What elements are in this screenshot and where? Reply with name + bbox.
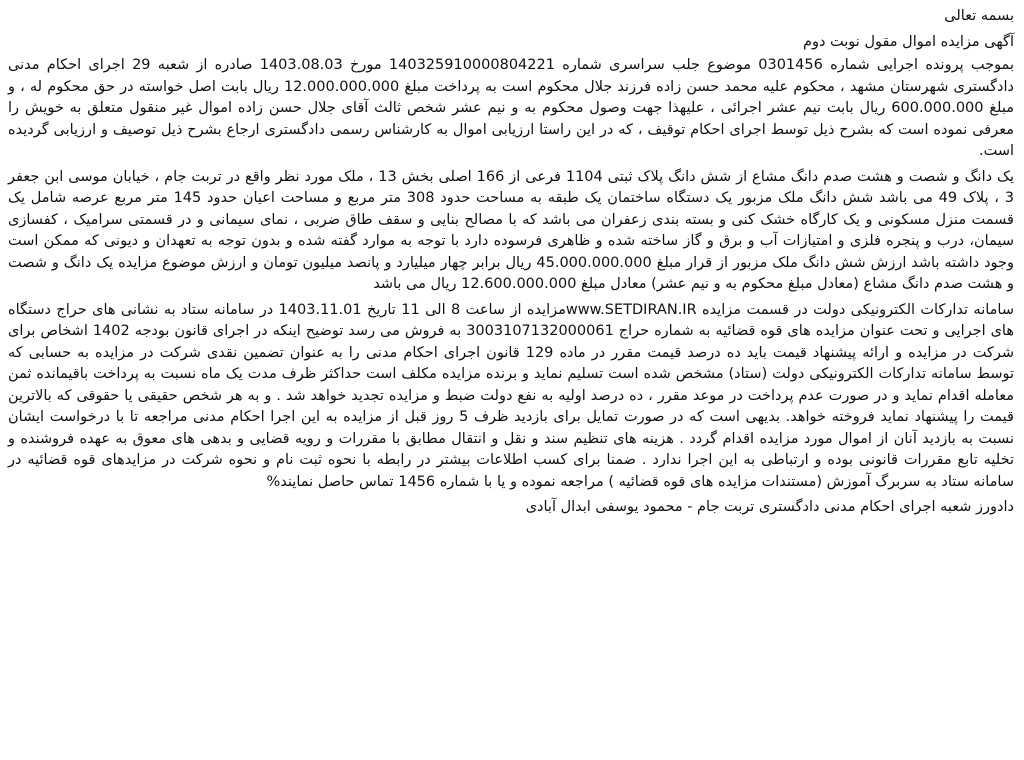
notice-title: آگهی مزایده اموال مقول نوبت دوم <box>802 33 1014 50</box>
paragraph-auction-terms: سامانه تدارکات الکترونیکی دولت در قسمت مزایده www.SETDIRAN.IRمزایده از ساعت 8 الی 11 تاریخ 1403.11.01 در سامانه ستاد به نشانی های حراج دستگاه های اجرایی و تحت عنوان مزایده های قوه قضائیه به شماره حراج 3003107132000061 به فروش می رسد توضیح اینکه در اجرای قانون بودجه 1402 اشخاص برای شرکت در مزایده و ارائه پیشنهاد قیمت باید ده درصد قیمت مقرر در ماده 129 قانون اجرای احکام مدنی را به عنوان تضمین نقدی شرکت در مزایده به حسابی که توسط سامانه تدارکات الکترونیکی دولت (ستاد) مشخص شده است تسلیم نماید و برنده مزایده مکلف است حداکثر ظرف مدت یک ماه نسبت به پرداخت باقیمانده ثمن معامله اقدام نماید و در صورت عدم پرداخت در موعد مقرر ، ده درصد اولیه به نفع دولت ضبط و مزایده تجدید خواهد شد . و به هر شخص حقیقی یا حقوقی که بالاترین قیمت را پیشنهاد نماید فروخته خواهد. بدیهی است که در صورت تمایل برای بازدید ظرف 5 روز قبل از مزایده به این اجرا احکام مدنی مراجعه تا با درخواست ایشان نسبت به بازدید آنان از اموال مورد مزایده اقدام گردد . هزینه های تنظیم سند و نقل و انتقال مطابق با مقررات و رویه قضایی و بدهی های معوق به عهده فروشنده و تخلیه تابع مقررات قانونی بوده و ارتباطی به این اجرا ندارد . ضمنا برای کسب اطلاعات بیشتر در رابطه با نحوه ثبت نام و نحوه شرکت در مزایدهای قوه قضائیه در سامانه ستاد به سربرگ آموزش (مستندات مزایده های قوه قضائیه ) مراجعه نموده و یا با شماره 1456 تماس حاصل نمایند% <box>8 301 1014 490</box>
auction-notice <box>8 6 1014 519</box>
signature-line: دادورز شعبه اجرای احکام مدنی دادگستری تربت جام - محمود یوسفی ابدال آبادی <box>525 499 1014 515</box>
paragraph-property-description: یک دانگ و شصت و هشت صدم دانگ مشاع از شش دانگ پلاک ثبتی 1104 فرعی از 166 اصلی بخش 13 ، ملک مورد نظر واقع در تربت جام ، خیابان موسی ابن جعفر 3 ، پلاک 49 می باشد شش دانگ ملک مزبور یک دستگاه ساختمان یک طبقه به مساحت حدود 308 متر مربع و مساحت اعیان حدود 145 متر مربع عرصه شامل یک قسمت منزل مسکونی و یک کارگاه خشک کنی و بسته بندی زعفران می باشد که با مصالح بنایی و سقف طاق ضربی ، نمای سیمانی و در قسمتی سرامیک ، کفسازی سیمان، درب و پنجره فلزی و امتیازات آب و برق و گاز ساخته شده و ظاهری فرسوده دارد با توجه به موارد گفته شده و بدون توجه به تعهدان و دیونی که ممکن است وجود داشته باشد ارزش شش دانگ ملک مزبور از قرار مبلغ 45.000.000.000 ریال برابر چهار میلیارد و پانصد میلیون تومان و ارزش موضوع مزایده یک دانگ و شصت و هشت صدم دانگ مشاع (معادل مبلغ محکوم به و نیم عشر) معادل مبلغ 12.600.000.000 ریال می باشد <box>8 168 1015 292</box>
bismillah-heading: بسمه تعالی <box>944 8 1014 24</box>
paragraph-case-details: بموجب پرونده اجرایی شماره 0301456 موضوع جلب سراسری شماره 140325910000804221 مورخ 1403.08.03 صادره از شعبه 29 اجرای احکام مدنی دادگستری شهرستان مشهد ، محکوم علیه محمد حسن زاده فرزند جلال محکوم است به پرداخت مبلغ 12.000.000.000 ریال بابت اصل خواسته در حق محکوم له ، و مبلغ 600.000.000 ریال بابت نیم عشر اجرائی ، علیهذا جهت وصول محکوم به و نیم عشر شخص ثالث آقای جلال حسن زاده اموال غیر منقول متعلق به خویش را معرفی نموده است که بشرح ذیل توسط اجرای احکام توقیف ، که در این راستا ارزیابی اموال به کارشناس رسمی دادگستری ارجاع بشرح ذیل توصیف و ارزیابی گردیده است. <box>8 57 1014 159</box>
